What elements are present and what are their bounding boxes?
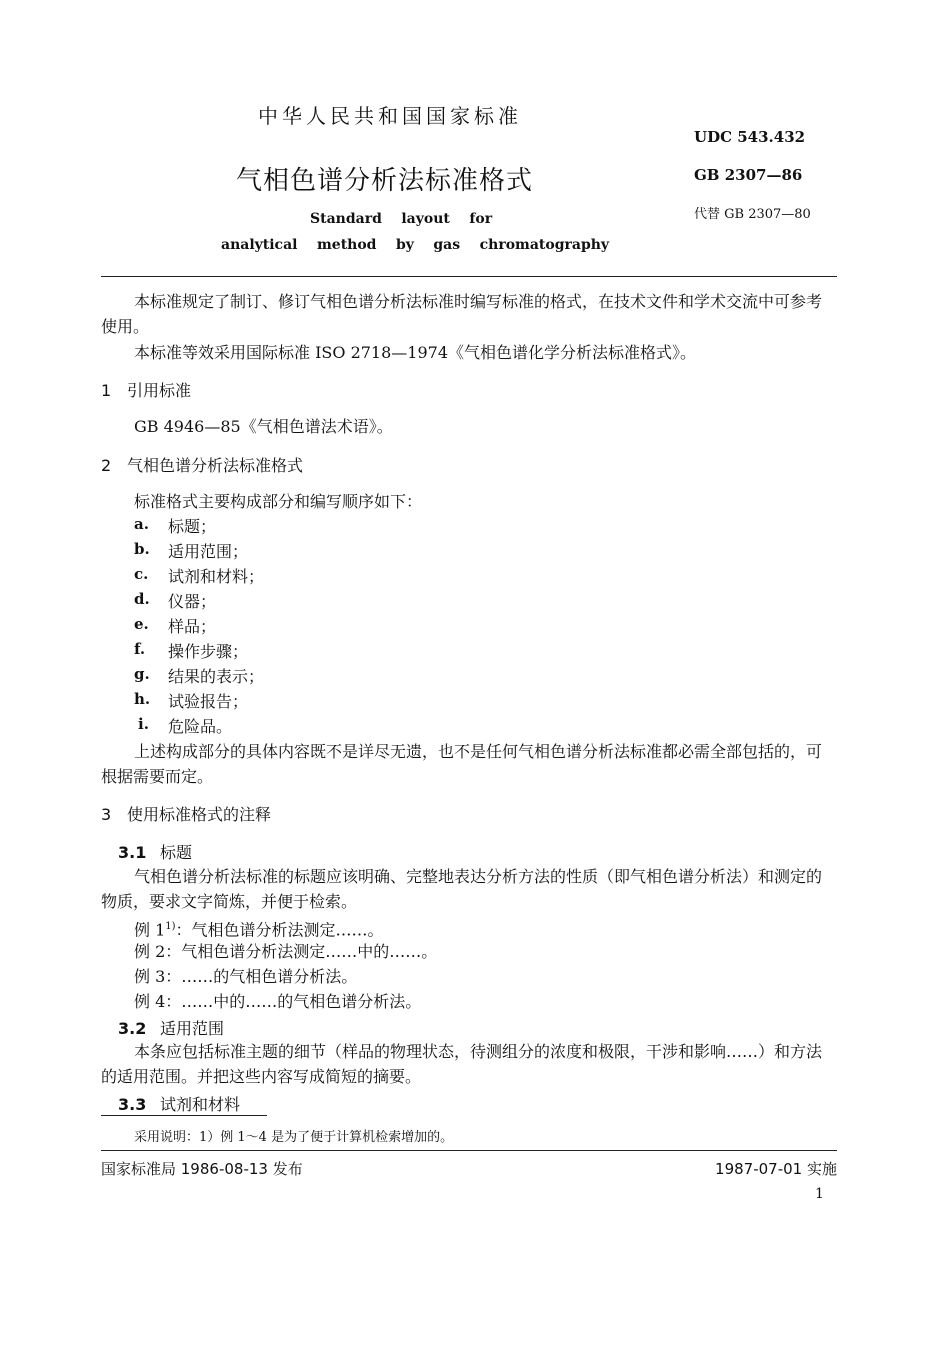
udc-number: UDC 543.432 [694,128,806,146]
section-3-heading [101,802,271,825]
section-number: 3 [101,805,112,824]
subsection-3-2-heading [118,1016,224,1039]
list-letter: e. [134,615,149,633]
example-prefix: 例 4 [134,992,166,1011]
page-number: 1 [815,1186,824,1202]
list-letter: d. [134,590,150,608]
section-2-heading [101,453,303,476]
list-item: 结果的表示； [168,667,265,686]
footnote-ref: 1) [165,921,176,932]
footnote: 采用说明：1）例 1～4 是为了便于计算机检索增加的。 [134,1130,454,1145]
example-text: ：……中的……的气相色谱分析法。 [165,992,422,1011]
section-number: 1 [101,381,112,400]
example-prefix: 例 1 [134,920,166,940]
document-title-en-line2: analytical method by gas chromatography [221,237,610,253]
section-1-text: GB 4946—85《气相色谱法术语》。 [134,417,393,436]
subsection-number: 3.2 [118,1019,147,1038]
footnote-rule [101,1115,267,1116]
subsection-number: 3.3 [118,1095,147,1114]
subsection-number: 3.1 [118,843,147,862]
subsection-3-1-heading [118,840,192,863]
section-2-lead: 标准格式主要构成部分和编写顺序如下： [134,492,423,511]
national-standard-heading: 中华人民共和国国家标准 [258,104,522,128]
section-title: 引用标准 [127,381,192,400]
list-item: 标题； [168,517,217,536]
subsection-title: 适用范围 [160,1019,225,1038]
subsection-3-3-heading [118,1092,240,1115]
subsection-3-1-text: 气相色谱分析法标准的标题应该明确、完整地表达分析方法的性质（即气相色谱分析法）和测定的物质，要求文字简炼，并便于检索。 [101,867,823,911]
example-3 [134,964,357,989]
list-item: 试验报告； [168,692,249,711]
issue-date: 国家标准局 1986-08-13 发布 [101,1160,303,1178]
list-item: 试剂和材料； [168,567,265,586]
example-text: ：气相色谱分析法测定……中的……。 [165,942,438,961]
subsection-title: 试剂和材料 [160,1095,241,1114]
document-title-en-line1: Standard layout for [310,211,493,227]
list-item: 操作步骤； [168,642,249,661]
section-2-closing: 上述构成部分的具体内容既不是详尽无遗，也不是任何气相色谱分析法标准都必需全部包括的，可根据需要而定。 [101,742,823,786]
effective-date: 1987-07-01 实施 [715,1160,837,1178]
list-letter: a. [134,515,149,533]
example-2 [134,939,437,964]
list-item: 适用范围； [168,542,249,561]
section-title: 气相色谱分析法标准格式 [127,456,304,475]
section-title: 使用标准格式的注释 [127,805,272,824]
example-prefix: 例 2 [134,942,166,961]
list-item: 仪器； [168,592,217,611]
example-prefix: 例 3 [134,967,166,986]
example-4 [134,989,421,1014]
section-number: 2 [101,456,112,475]
list-letter: i. [138,715,149,733]
example-text: ：……的气相色谱分析法。 [165,967,358,986]
subsection-3-2-text: 本条应包括标准主题的细节（样品的物理状态，待测组分的浓度和极限，干涉和影响……）和方法的适用范围。并把这些内容写成简短的摘要。 [101,1042,823,1086]
footer-rule [101,1150,837,1151]
example-text: ：气相色谱分析法测定……。 [175,920,384,940]
header-rule [101,276,837,277]
intro-paragraph-2: 本标准等效采用国际标准 ISO 2718—1974《气相色谱化学分析法标准格式》。 [134,343,697,362]
section-1-heading [101,378,191,401]
list-letter: f. [134,640,146,658]
document-title-cn: 气相色谱分析法标准格式 [236,166,534,196]
list-letter: g. [134,665,150,683]
intro-paragraph-1: 本标准规定了制订、修订气相色谱分析法标准时编写标准的格式，在技术文件和学术交流中可参考使用。 [101,292,823,336]
replaces-standard: 代替 GB 2307—80 [694,207,811,222]
list-item: 样品； [168,617,217,636]
gb-number: GB 2307—86 [694,166,803,184]
list-letter: b. [134,540,150,558]
subsection-title: 标题 [160,843,193,862]
list-letter: c. [134,565,149,583]
list-letter: h. [134,690,151,708]
list-item: 危险品。 [168,717,233,736]
